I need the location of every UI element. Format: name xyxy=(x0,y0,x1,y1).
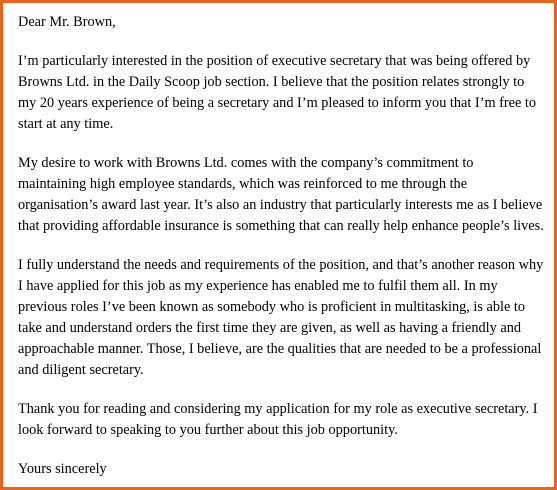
letter-paragraph-4: Thank you for reading and considering my application for my role as executive secretary. I look forward to speaking to you further about this job opportunity. xyxy=(18,401,538,438)
letter-paragraph-3: I fully understand the needs and requirements of the position, and that’s another reason why I have applied for this job as my experience has enabled me to fulfil them all. In my previous roles I’ve been known as somebody who is proficient in multitasking, is able to take and understand orders the first time they are given, as well as having a friendly and approachable manner. Those, I believe, are the qualities that are needed to be a professional and diligent secretary. xyxy=(18,257,544,378)
letter-paragraph-1: I’m particularly interested in the position of executive secretary that was being offered by Browns Ltd. in the Daily Scoop job section. I believe that the position relates strongly to my 20 years experience of being a secretary and I’m pleased to inform you that I’m free to start at any time. xyxy=(18,53,537,132)
letter-greeting: Dear Mr. Brown, xyxy=(18,14,116,30)
letter-closing: Yours sincerely xyxy=(18,461,107,477)
letter-paragraph-2: My desire to work with Browns Ltd. comes with the company’s commitment to maintaining high employee standards, which was reinforced to me through the organisation’s award last year. It’s also an industry that particularly interests me as I believe that providing affordable insurance is something that can really help enhance people’s lives. xyxy=(18,155,544,234)
